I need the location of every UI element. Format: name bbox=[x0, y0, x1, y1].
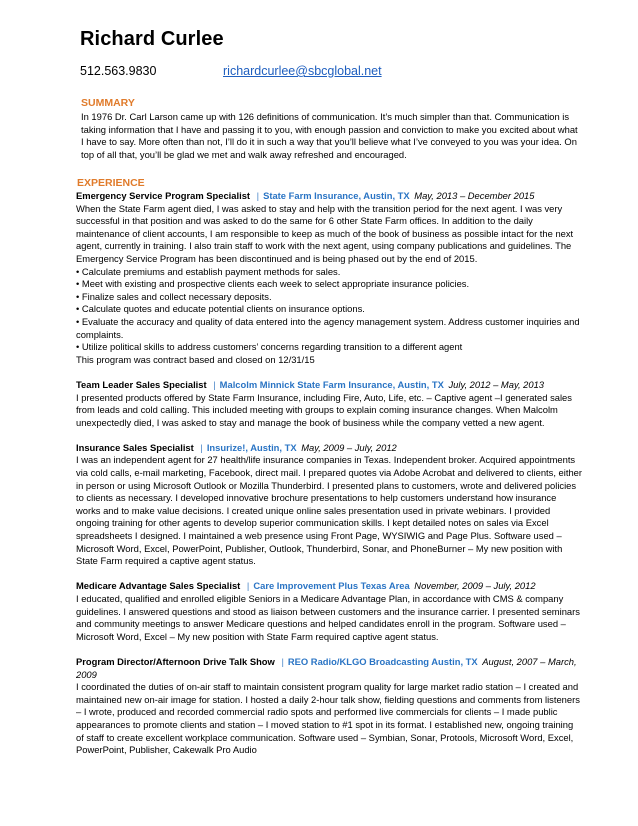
job-company: State Farm Insurance, Austin, TX bbox=[263, 190, 410, 201]
job-dates: August, 2007 – March, 2009 bbox=[76, 655, 577, 680]
job-separator: | bbox=[281, 655, 284, 667]
job-company: REO Radio/KLGO Broadcasting Austin, TX bbox=[287, 655, 478, 667]
job-dates: November, 2009 – July, 2012 bbox=[414, 580, 536, 592]
job-entry bbox=[76, 656, 582, 757]
job-title: Emergency Service Program Specialist bbox=[76, 190, 251, 201]
job-header bbox=[76, 580, 582, 593]
experience-section bbox=[76, 190, 582, 769]
job-entry bbox=[76, 190, 582, 366]
summary-text: In 1976 Dr. Carl Larson came up with 126 definitions of communication. It’s much simpler than that. Communication is taking information that I have and passing it to you, with enough passion and conviction to make you excited about what I have to say. More often than not, I’ll do it in such a way that you’ll believe what I’ve conveyed to you was your idea. On top of all that, you’ll be glad we met and walk away refreshed and encouraged. bbox=[81, 111, 578, 160]
job-separator: | bbox=[256, 190, 260, 201]
job-header bbox=[76, 442, 582, 455]
job-separator: | bbox=[213, 378, 216, 390]
job-header bbox=[76, 379, 582, 392]
job-entry bbox=[76, 379, 582, 429]
job-description-line: When the State Farm agent died, I was asked to stay and help with the transition period for the next agent. I was very successful in that position and was asked to do the same for 6 other State Farm offices. In addition to the daily maintenance of client accounts, I am responsible to keep as much of the book of business as possible intact for the next agent, currently in training. I also train staff to work with the next agent, using company publications and guidelines. The Emergency Service Program has been discontinued and is being phased out by the end of 2015. bbox=[76, 202, 574, 264]
job-entry bbox=[76, 442, 582, 568]
experience-heading: EXPERIENCE bbox=[77, 177, 145, 189]
job-entry bbox=[76, 580, 582, 643]
job-description-line: • Utilize political skills to address customers’ concerns regarding transition to a different agent bbox=[76, 341, 463, 353]
job-title: Program Director/Afternoon Drive Talk Show bbox=[76, 655, 275, 667]
job-description-line: I coordinated the duties of on-air staff to maintain consistent program quality for large market radio station – I created and maintained new on-air image for station. I hosted a daily 2-hour talk show, fielding questions and comments from listeners – I wrote, produced and recorded commercial radio spots and performed live commercials for clients – I made public appearances to promote clients and station – I moved station to #1 spot in its format. I established new, ongoing training of staff to create excellent workplace communication. Software used – Symbian, Sonar, Protools, Microsoft Word, Excel, PowerPoint, Publisher, Cakewalk Pro Audio bbox=[76, 681, 580, 756]
job-description-line: • Finalize sales and collect necessary deposits. bbox=[76, 290, 272, 302]
job-description-line: • Calculate quotes and educate potential clients on insurance options. bbox=[76, 303, 365, 315]
job-dates: May, 2009 – July, 2012 bbox=[301, 441, 397, 453]
job-company: Malcolm Minnick State Farm Insurance, Austin, TX bbox=[219, 378, 444, 390]
job-title: Team Leader Sales Specialist bbox=[76, 378, 207, 390]
job-description-line: • Evaluate the accuracy and quality of data entered into the agency management system. Address customer inquiries and complaints. bbox=[76, 315, 580, 340]
job-description-line: • Meet with existing and prospective clients each week to select appropriate insurance policies. bbox=[76, 278, 470, 290]
job-dates: May, 2013 – December 2015 bbox=[414, 190, 535, 201]
job-description-line: This program was contract based and closed on 12/31/15 bbox=[76, 353, 315, 365]
job-separator: | bbox=[200, 441, 203, 453]
job-description-line: I educated, qualified and enrolled eligible Seniors in a Medicare Advantage Plan, in accordance with CMS & company guidelines. I answered questions and stood as liaison between customers and the insurance carrier. I presented seminars and community meetings to answer Medicare questions and helped candidates enroll in the program. Software used – Microsoft Word, Excel – My new position with State Farm required captive agent status. bbox=[76, 593, 580, 642]
job-title: Insurance Sales Specialist bbox=[76, 441, 194, 453]
email-link[interactable]: richardcurlee@sbcglobal.net bbox=[223, 64, 382, 78]
job-company: Care Improvement Plus Texas Area bbox=[253, 580, 410, 592]
job-title: Medicare Advantage Sales Specialist bbox=[76, 580, 241, 592]
job-description-line: I was an independent agent for 27 health/life insurance companies in Texas. Independent broker. Acquired appointments via cold calls, e-mail marketing, Facebook, direct mail. I prepared quotes via Adobe Acrobat and delivered to clients, either in person or using Microsoft Outlook or Mozilla Thunderbird. I presented plans to customers, wrote and delivered policies to clients as necessary. I developed innovative brochure presentations to help customers understand how insurance works and to make value decisions. I created unique online sales presentation used in private webinars. I provided ongoing training for other agents to develop superior communication skills. I kept detailed notes on sales via Excel spreadsheets I designed. I maintained a web presence using Front Page, WYSIWIG and Page Plus. Software used – Microsoft Word, Excel, PowerPoint, Publisher, Outlook, Thunderbird, Sonar, and PhoneBurner – My new position with State Farm required a captive agent status. bbox=[76, 454, 582, 567]
candidate-name: Richard Curlee bbox=[80, 28, 224, 50]
job-separator: | bbox=[246, 580, 250, 592]
job-description-line: • Calculate premiums and establish payment methods for sales. bbox=[76, 265, 341, 277]
job-header bbox=[76, 190, 582, 203]
job-header bbox=[76, 656, 582, 681]
summary-heading: SUMMARY bbox=[81, 97, 135, 109]
job-dates: July, 2012 – May, 2013 bbox=[448, 378, 545, 390]
job-description-line: I presented products offered by State Farm Insurance, including Fire, Auto, Life, etc. – Captive agent –I generated sales from leads and cold calling. This included meeting with groups to explain coming insurance changes. When Malcolm unexpectedly died, I was asked to stay and manage the book of business while the company vetted a new agent. bbox=[76, 391, 572, 428]
phone-number: 512.563.9830 bbox=[80, 64, 157, 78]
job-company: Insurize!, Austin, TX bbox=[206, 441, 297, 453]
